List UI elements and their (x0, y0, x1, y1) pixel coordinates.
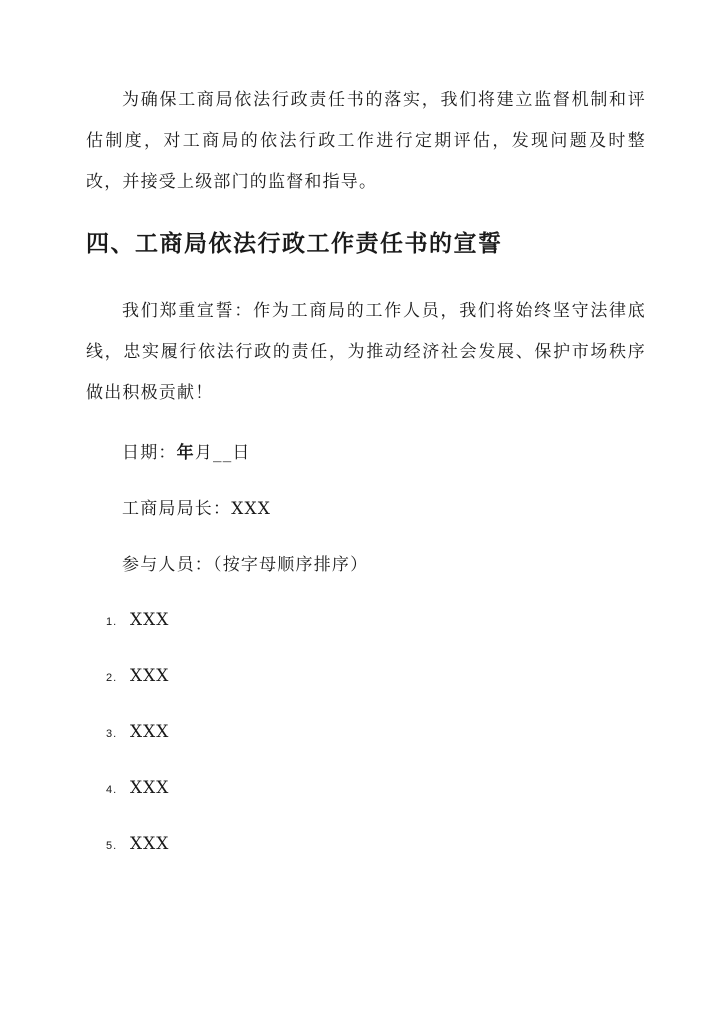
date-line (122, 439, 251, 467)
list-item (106, 830, 169, 886)
participant-name: XXX (130, 666, 170, 686)
list-number: 3. (106, 728, 118, 740)
participants-label: 参与人员：（按字母顺序排序） (122, 555, 369, 575)
participant-name: XXX (130, 610, 170, 630)
participant-name: XXX (130, 834, 170, 854)
list-number: 2. (106, 672, 118, 684)
oath-paragraph: 我们郑重宣誓：作为工商局的工作人员，我们将始终坚守法律底线，忠实履行依法行政的责任，为推动经济社会发展、保护市场秩序做出积极贡献！ (86, 301, 646, 403)
date-year: 年 (176, 443, 195, 463)
list-item (106, 662, 169, 718)
section-heading: 四、工商局依法行政工作责任书的宣誓 (86, 230, 503, 257)
supervision-paragraph: 为确保工商局依法行政责任书的落实，我们将建立监督机制和评估制度，对工商局的依法行政工作进行定期评估，发现问题及时整改，并接受上级部门的监督和指导。 (86, 90, 646, 192)
list-item (106, 718, 169, 774)
date-label: 日期： (122, 443, 177, 463)
list-number: 5. (106, 840, 118, 852)
list-number: 1. (106, 616, 118, 628)
list-item (106, 606, 169, 662)
participant-name: XXX (130, 722, 170, 742)
date-rest: 月__日 (194, 443, 251, 463)
participant-name: XXX (130, 778, 170, 798)
list-number: 4. (106, 784, 118, 796)
director-line: 工商局局长：XXX (122, 499, 272, 519)
list-item (106, 774, 169, 830)
participants-list (106, 606, 169, 886)
